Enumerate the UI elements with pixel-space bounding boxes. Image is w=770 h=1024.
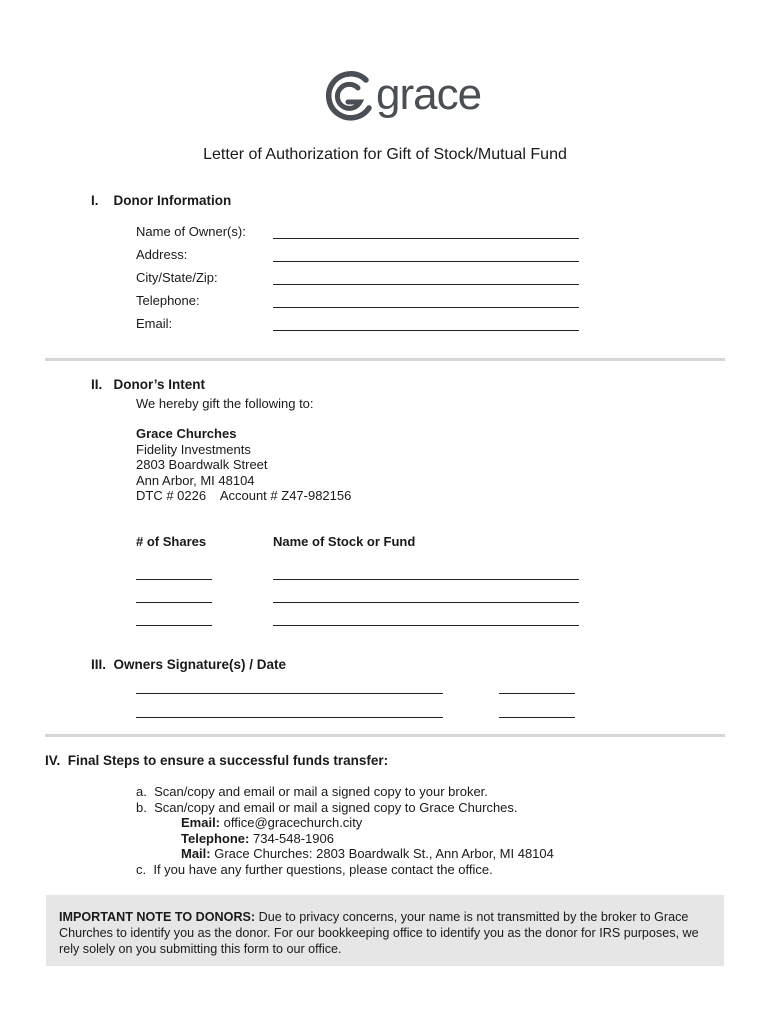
email-field[interactable] [273, 330, 579, 331]
recipient-line: DTC # 0226 Account # Z47-982156 [136, 488, 352, 503]
contact-mail [136, 846, 554, 862]
recipient-line: Ann Arbor, MI 48104 [136, 472, 255, 488]
divider [45, 734, 725, 737]
important-note-text [59, 909, 712, 957]
recipient-block [136, 426, 351, 504]
grace-logo [322, 68, 492, 128]
important-note-body: Due to privacy concerns, your name is not transmitted by the broker to Grace Churches to identify you as the donor. For our bookkeeping office to identify you as the donor for IRS purposes, we rely solely on you submitting this form to our office. [59, 910, 699, 956]
logo-wordmark: grace [376, 70, 482, 119]
signature-field-2[interactable] [136, 717, 443, 718]
stock-name-column-header: Name of Stock or Fund [273, 534, 416, 549]
step-b: b. Scan/copy and email or mail a signed copy to Grace Churches. [136, 799, 518, 815]
section-donor-intent-heading: II. Donor’s Intent [91, 377, 205, 392]
signature-field-1[interactable] [136, 693, 443, 694]
recipient-line: 2803 Boardwalk Street [136, 457, 268, 472]
shares-field-1[interactable] [136, 579, 212, 580]
contact-telephone [136, 831, 554, 847]
shares-field-2[interactable] [136, 602, 212, 603]
section-final-steps-heading: IV. Final Steps to ensure a successful funds transfer: [45, 753, 389, 768]
owner-name-label: Name of Owner(s): [136, 224, 246, 239]
step-c: c. If you have any further questions, please contact the office. [136, 861, 493, 877]
important-note-box [46, 895, 724, 966]
mail-contact-label: Mail: [181, 846, 211, 861]
address-field[interactable] [273, 261, 579, 262]
important-note-label: IMPORTANT NOTE TO DONORS: [59, 910, 256, 924]
date-field-2[interactable] [499, 717, 575, 718]
section-donor-information-heading: I. Donor Information [91, 193, 232, 208]
shares-field-3[interactable] [136, 625, 212, 626]
telephone-contact-value: 734-548-1906 [249, 830, 334, 846]
city-state-zip-field[interactable] [273, 284, 579, 285]
step-a: a. Scan/copy and email or mail a signed copy to your broker. [136, 784, 488, 799]
recipient-name: Grace Churches [136, 426, 237, 441]
shares-column-header: # of Shares [136, 534, 207, 549]
section-signature-heading: III. Owners Signature(s) / Date [91, 657, 287, 672]
owner-name-field[interactable] [273, 238, 579, 239]
stock-name-field-3[interactable] [273, 625, 579, 626]
stock-name-field-2[interactable] [273, 602, 579, 603]
stock-name-field-1[interactable] [273, 579, 579, 580]
city-state-zip-label: City/State/Zip: [136, 270, 218, 285]
email-contact-label: Email: [181, 815, 221, 830]
mail-contact-value: Grace Churches: 2803 Boardwalk St., Ann Arbor, MI 48104 [210, 846, 554, 861]
date-field-1[interactable] [499, 693, 575, 694]
recipient-line: Fidelity Investments [136, 441, 251, 457]
contact-email [136, 815, 554, 831]
page-title: Letter of Authorization for Gift of Stock/Mutual Fund [203, 146, 567, 163]
email-contact-value: office@gracechurch.city [220, 815, 363, 830]
final-steps-list [136, 784, 554, 877]
intent-intro: We hereby gift the following to: [136, 396, 314, 411]
grace-logo-icon [322, 68, 374, 126]
telephone-contact-label: Telephone: [181, 830, 250, 846]
divider [45, 358, 725, 361]
address-label: Address: [136, 247, 188, 262]
email-label: Email: [136, 316, 173, 331]
telephone-label: Telephone: [136, 293, 200, 308]
telephone-field[interactable] [273, 307, 579, 308]
